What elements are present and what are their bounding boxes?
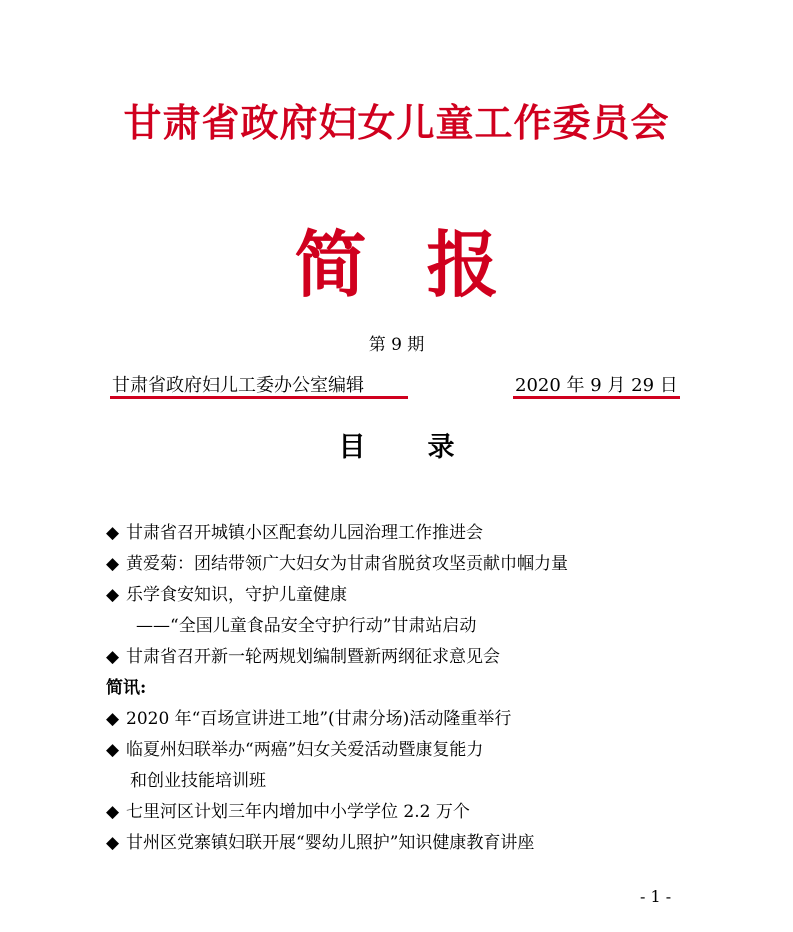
brief-item-text: 临夏州妇联举办“两癌”妇女关爱活动暨康复能力 bbox=[126, 740, 484, 760]
date-underline bbox=[513, 396, 680, 399]
editor-underline bbox=[110, 396, 408, 399]
brief-item-text: 甘州区党寨镇妇联开展“婴幼儿照护”知识健康教育讲座 bbox=[126, 833, 535, 853]
toc-item-text: ——“全国儿童食品安全守护行动”甘肃站启动 bbox=[136, 616, 477, 636]
brief-item[interactable] bbox=[106, 797, 766, 828]
toc-item[interactable] bbox=[106, 642, 766, 673]
toc-item[interactable] bbox=[106, 580, 766, 611]
toc-item-text: 黄爱菊：团结带领广大妇女为甘肃省脱贫攻坚贡献巾帼力量 bbox=[126, 554, 568, 574]
brief-item-text: 2020 年“百场宣讲进工地”(甘肃分场)活动隆重举行 bbox=[126, 709, 512, 729]
publish-date: 2020 年 9 月 29 日 bbox=[515, 375, 678, 396]
diamond-bullet-icon: ◆ bbox=[106, 647, 120, 667]
brief-item-text: 七里河区计划三年内增加中小学学位 2.2 万个 bbox=[126, 802, 470, 822]
page-number: - 1 - bbox=[640, 887, 672, 906]
diamond-bullet-icon: ◆ bbox=[106, 709, 120, 729]
brief-item[interactable] bbox=[106, 828, 766, 859]
brief-item[interactable] bbox=[106, 735, 766, 766]
table-of-contents bbox=[106, 518, 766, 859]
toc-item-text: 甘肃省召开新一轮两规划编制暨新两纲征求意见会 bbox=[126, 647, 500, 667]
brief-item-text: 和创业技能培训班 bbox=[130, 771, 266, 791]
toc-item-subtitle[interactable] bbox=[106, 611, 766, 642]
toc-item-text: 乐学食安知识，守护儿童健康 bbox=[126, 585, 347, 605]
diamond-bullet-icon: ◆ bbox=[106, 740, 120, 760]
toc-item[interactable] bbox=[106, 549, 766, 580]
issue-number: 第 9 期 bbox=[368, 335, 425, 355]
diamond-bullet-icon: ◆ bbox=[106, 523, 120, 543]
diamond-bullet-icon: ◆ bbox=[106, 802, 120, 822]
bulletin-title: 简报 bbox=[294, 223, 559, 307]
diamond-bullet-icon: ◆ bbox=[106, 833, 120, 853]
diamond-bullet-icon: ◆ bbox=[106, 585, 120, 605]
brief-item-continuation[interactable] bbox=[106, 766, 766, 797]
diamond-bullet-icon: ◆ bbox=[106, 554, 120, 574]
briefs-heading: 简讯: bbox=[106, 678, 147, 698]
toc-item[interactable] bbox=[106, 518, 766, 549]
editor-line: 甘肃省政府妇儿工委办公室编辑 bbox=[112, 375, 364, 396]
brief-item[interactable] bbox=[106, 704, 766, 735]
toc-item-text: 甘肃省召开城镇小区配套幼儿园治理工作推进会 bbox=[126, 523, 483, 543]
org-title: 甘肃省政府妇女儿童工作委员会 bbox=[123, 100, 670, 145]
toc-title: 目录 bbox=[338, 432, 517, 463]
